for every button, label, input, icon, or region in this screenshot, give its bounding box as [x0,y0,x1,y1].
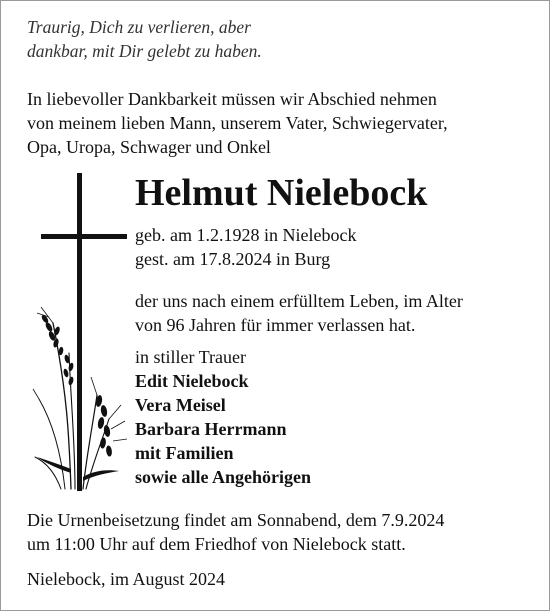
mourners [135,345,535,489]
obituary-text [135,289,535,337]
intro-line: Opa, Uropa, Schwager und Onkel [27,137,271,157]
death-date: gest. am 17.8.2024 in Burg [135,249,331,269]
place-and-date: Nielebock, im August 2024 [27,569,225,589]
mourner-name: Barbara Herrmann [135,419,287,439]
life-dates [135,223,535,271]
intro-line: von meinem lieben Mann, unserem Vater, Schwiegervater, [27,113,448,133]
motto [27,15,527,63]
mourner-name: Vera Meisel [135,395,226,415]
mourner-name: Edit Nielebock [135,371,249,391]
intro-line: In liebevoller Dankbarkeit müssen wir Abschied nehmen [27,89,437,109]
motto-line: dankbar, mit Dir gelebt zu haben. [27,41,262,61]
mourners-intro: in stiller Trauer [135,347,246,367]
birth-date: geb. am 1.2.1928 in Nielebock [135,225,357,245]
mourner-name: sowie alle Angehörigen [135,467,311,487]
funeral-info [27,508,537,556]
deceased-name: Helmut Nielebock [135,172,428,214]
cross-with-wheat-icon [31,173,131,491]
motto-line: Traurig, Dich zu verlieren, aber [27,17,251,37]
obituary-line: von 96 Jahren für immer verlassen hat. [135,315,416,335]
funeral-line: um 11:00 Uhr auf dem Friedhof von Nielebock statt. [27,534,406,554]
obituary-line: der uns nach einem erfülltem Leben, im Alter [135,291,463,311]
funeral-line: Die Urnenbeisetzung findet am Sonnabend, dem 7.9.2024 [27,510,445,530]
mourner-name: mit Familien [135,443,234,463]
intro-text [27,87,527,159]
